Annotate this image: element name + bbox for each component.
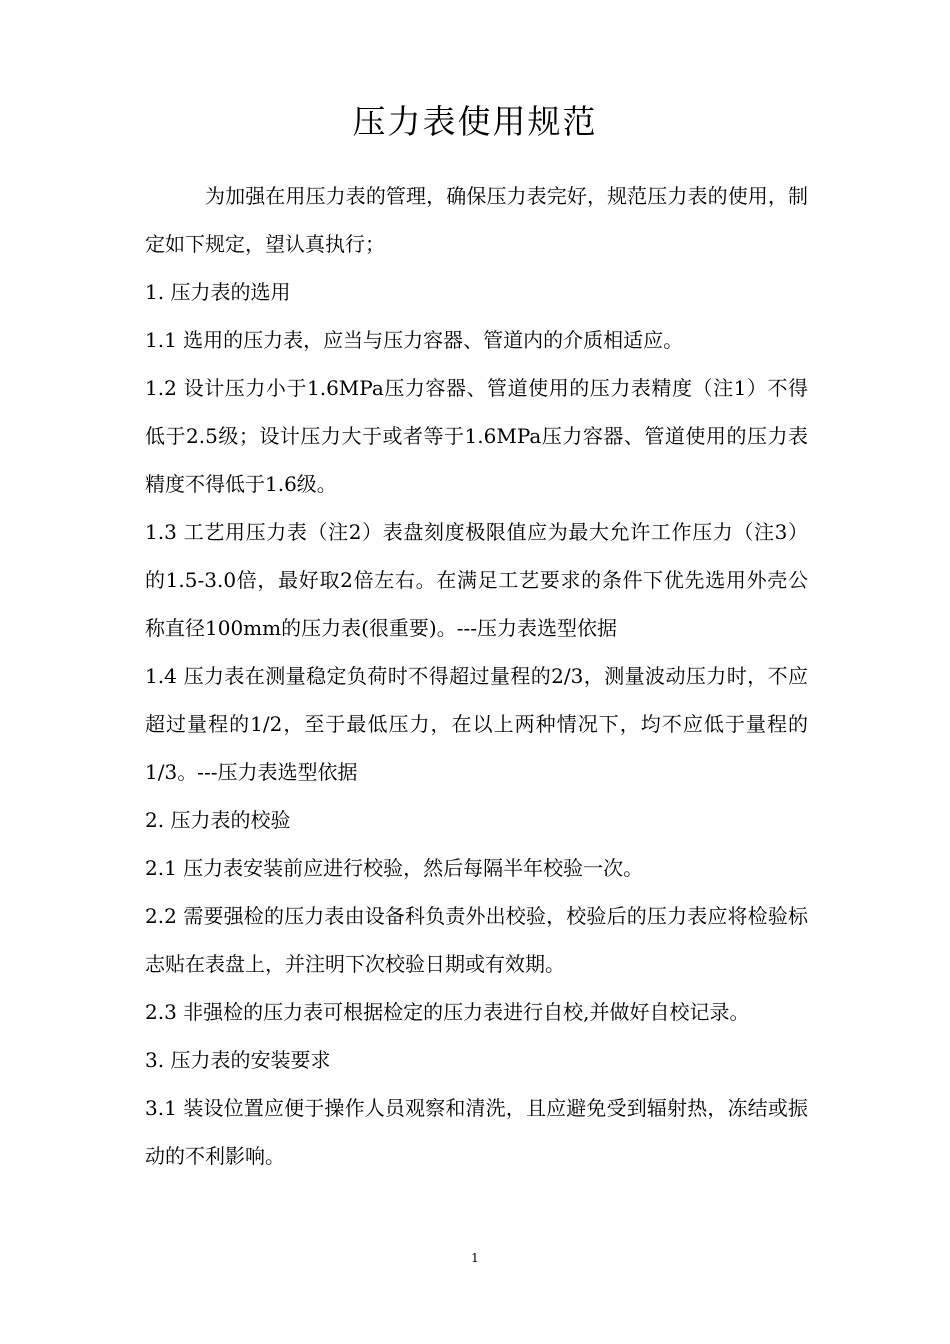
- section-heading-3: 3. 压力表的安装要求: [145, 1048, 331, 1072]
- page-number: 1: [471, 1251, 479, 1265]
- intro-paragraph: 为加强在用压力表的管理，确保压力表完好，规范压力表的使用，制定如下规定，望认真执行；: [145, 184, 808, 256]
- clause-2-1: 2.1 压力表安装前应进行校验，然后每隔半年校验一次。: [145, 856, 644, 880]
- clause-1-1: 1.1 选用的压力表，应当与压力容器、管道内的介质相适应。: [145, 328, 684, 352]
- clause-2-2: 2.2 需要强检的压力表由设备科负责外出校验，校验后的压力表应将检验标志贴在表盘上，并注明下次校验日期或有效期。: [145, 904, 808, 976]
- document-title: 压力表使用规范: [352, 102, 598, 141]
- section-heading-1: 1. 压力表的选用: [145, 280, 291, 304]
- clause-1-2: 1.2 设计压力小于1.6MPa压力容器、管道使用的压力表精度（注1）不得低于2.5级；设计压力大于或者等于1.6MPa压力容器、管道使用的压力表精度不得低于1.6级。: [145, 376, 808, 496]
- clause-2-3: 2.3 非强检的压力表可根据检定的压力表进行自校,并做好自校记录。: [145, 1000, 750, 1024]
- clause-3-1: 3.1 装设位置应便于操作人员观察和清洗，且应避免受到辐射热，冻结或振动的不利影响。: [145, 1096, 808, 1168]
- clause-1-3: 1.3 工艺用压力表（注2）表盘刻度极限值应为最大允许工作压力（注3）的1.5-3.0倍，最好取2倍左右。在满足工艺要求的条件下优先选用外壳公称直径100mm的压力表(很重要)。---压力表选型依据: [145, 520, 808, 640]
- document-body: [145, 172, 808, 1180]
- section-heading-2: 2. 压力表的校验: [145, 808, 291, 832]
- clause-1-4: 1.4 压力表在测量稳定负荷时不得超过量程的2/3，测量波动压力时，不应超过量程的1/2，至于最低压力，在以上两种情况下，均不应低于量程的1/3。---压力表选型依据: [145, 664, 808, 784]
